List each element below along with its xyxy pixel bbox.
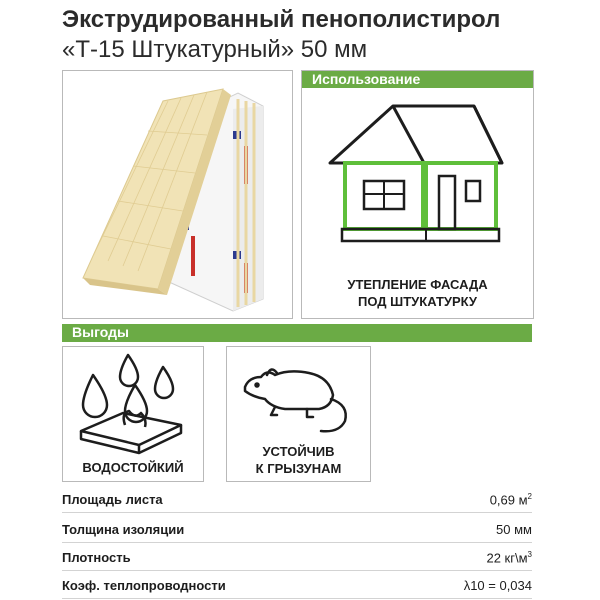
spec-row-conductivity (62, 575, 532, 599)
water-drops-icon (63, 347, 203, 457)
benefit-rodent-resistant (226, 346, 371, 482)
product-image (62, 70, 293, 319)
usage-caption-line1: УТЕПЛЕНИЕ ФАСАДА (347, 277, 488, 292)
usage-panel (301, 70, 534, 319)
page-title: Экструдированный пенополистирол (62, 6, 501, 33)
spec-value (490, 492, 532, 507)
spec-value-text: 22 кг\м (486, 550, 528, 566)
spec-row-thickness (62, 519, 532, 543)
benefit-water-caption: ВОДОСТОЙКИЙ (82, 460, 184, 475)
spec-label: Площадь листа (62, 492, 163, 507)
product-pack-illustration (63, 71, 292, 318)
spec-label: Толщина изоляции (62, 522, 185, 537)
usage-header: Использование (302, 71, 533, 88)
house-icon (302, 91, 533, 251)
benefit-rodent-caption (227, 443, 370, 477)
spec-value-sup: 2 (527, 492, 532, 501)
spec-value-sup: 3 (527, 550, 532, 559)
benefit-rodent-caption-line2: К ГРЫЗУНАМ (255, 461, 342, 476)
benefits-header: Выгоды (62, 324, 532, 342)
spec-label: Плотность (62, 550, 131, 565)
spec-value (486, 550, 532, 565)
spec-value-text: λ10 = 0,034 (463, 578, 532, 593)
benefit-water-resistant (62, 346, 204, 482)
page-subtitle: «Т-15 Штукатурный» 50 мм (62, 36, 368, 63)
spec-value-text: 0,69 м (489, 492, 528, 508)
usage-caption-line2: ПОД ШТУКАТУРКУ (358, 294, 477, 309)
spec-row-density (62, 547, 532, 571)
rat-icon (227, 347, 370, 447)
benefit-rodent-caption-line1: УСТОЙЧИВ (262, 444, 335, 459)
spec-value (496, 522, 532, 537)
spec-row-area (62, 489, 532, 513)
usage-caption (302, 276, 533, 310)
spec-value (464, 578, 532, 593)
spec-value-text: 50 мм (496, 522, 532, 537)
spec-label: Коэф. теплопроводности (62, 578, 226, 593)
